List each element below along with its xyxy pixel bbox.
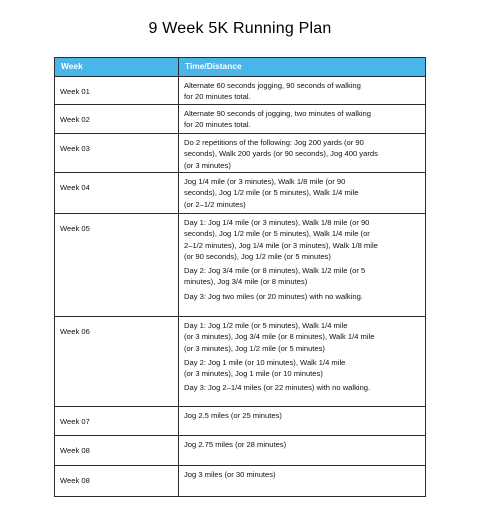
week-cell: Week 02 [55,105,179,134]
plan-text: Jog 1/4 mile (or 3 minutes), Walk 1/8 mile (or 90 seconds), Jog 1/2 mile (or 5 minutes), Walk 1/4 mile (or 2–1/2 minutes) [184,177,359,209]
week-cell: Week 06 [55,317,179,407]
plan-text: Jog 2.75 miles (or 28 minutes) [184,440,287,449]
week-cell: Week 08 [55,466,179,497]
table-row [55,214,426,317]
table-row [55,407,426,436]
table-row [55,466,426,497]
week-cell: Week 01 [55,77,179,105]
distance-cell [179,317,426,407]
plan-text: Day 2: Jog 1 mile (or 10 minutes), Walk 1/4 mile (or 3 minutes), Jog 1 mile (or 10 minutes) [184,357,346,379]
page-title: 9 Week 5K Running Plan [148,20,332,37]
distance-cell [179,436,426,466]
plan-text: Day 3: Jog two miles (or 20 minutes) with no walking. [184,291,363,301]
week-cell: Week 03 [55,134,179,173]
distance-column-header: Time/Distance [179,58,426,77]
header-row [55,58,426,77]
table-row [55,77,426,105]
table-body [55,77,426,497]
table-row [55,134,426,173]
running-plan-table [54,57,426,497]
week-cell: Week 07 [55,407,179,436]
table-row [55,436,426,466]
table-row [55,173,426,214]
table-header [55,58,426,77]
distance-cell [179,134,426,173]
plan-text: Day 1: Jog 1/2 mile (or 5 minutes), Walk 1/4 mile (or 3 minutes), Jog 3/4 mile (or 8 minutes), Walk 1/4 mile (or 3 minutes), Jog 1/2 mile (or 5 minutes) [184,321,375,353]
week-cell: Week 05 [55,214,179,317]
plan-text: Jog 3 miles (or 30 minutes) [184,470,276,479]
plan-text: Alternate 90 seconds of jogging, two minutes of walking for 20 minutes total. [184,109,371,130]
plan-text: Alternate 60 seconds jogging, 90 seconds of walking for 20 minutes total. [184,81,361,102]
distance-cell [179,77,426,105]
plan-text: Jog 2.5 miles (or 25 minutes) [184,411,282,420]
table-row [55,105,426,134]
plan-text: Day 1: Jog 1/4 mile (or 3 minutes), Walk 1/8 mile (or 90 seconds), Jog 1/2 mile (or 5 minutes), Walk 1/4 mile (or 2–1/2 minutes), Jog 1/4 mile (or 3 minutes), Walk 1/8 mile (or 90 seconds), Jog 1/2 mile (or 5 minutes) [184,218,378,261]
week-cell: Week 08 [55,436,179,466]
week-column-header: Week [55,58,179,77]
plan-text: Day 3: Jog 2–1/4 miles (or 22 minutes) with no walking. [184,383,371,393]
distance-cell [179,466,426,497]
distance-cell [179,173,426,214]
plan-text: Do 2 repetitions of the following: Jog 200 yards (or 90 seconds), Walk 200 yards (or 90 seconds), Jog 400 yards (or 3 minutes) [184,138,378,170]
plan-text: Day 2: Jog 3/4 mile (or 8 minutes), Walk 1/2 mile (or 5 minutes), Jog 3/4 mile (or 8 minutes) [184,266,366,287]
distance-cell [179,105,426,134]
table-row [55,317,426,407]
distance-cell [179,407,426,436]
distance-cell [179,214,426,317]
week-cell: Week 04 [55,173,179,214]
